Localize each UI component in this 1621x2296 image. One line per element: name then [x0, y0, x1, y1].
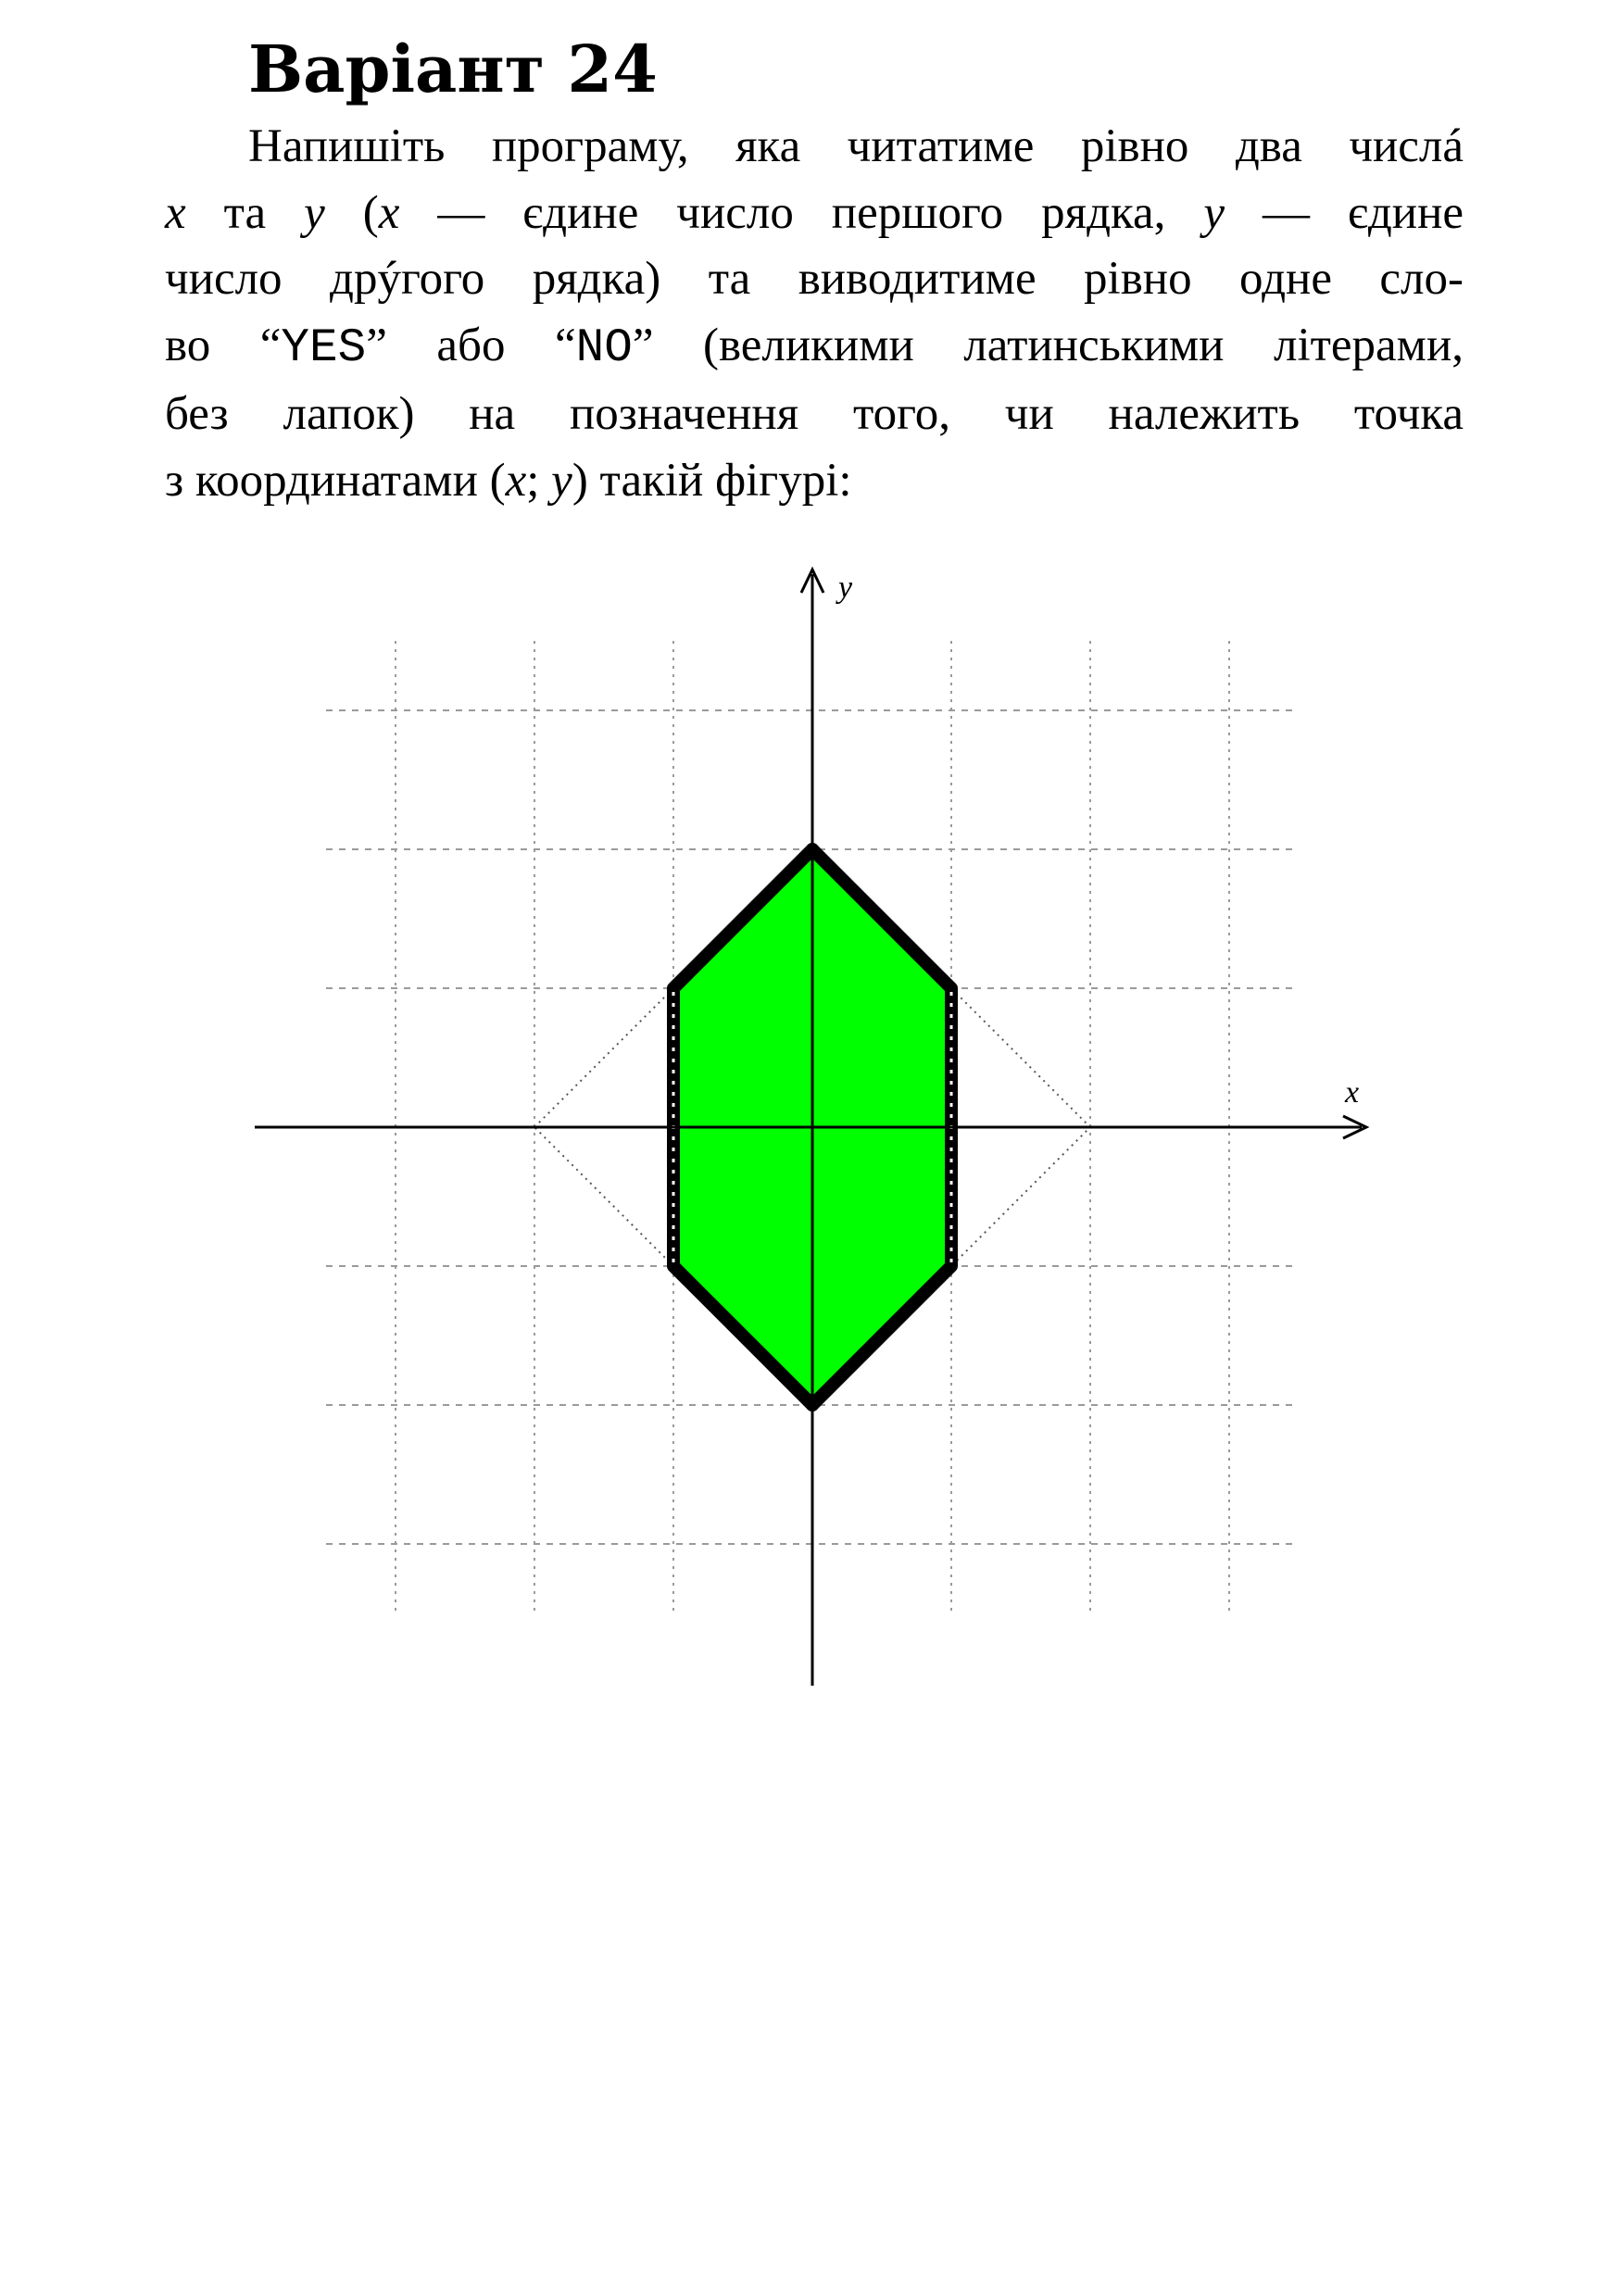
y-axis-label: y: [838, 571, 853, 605]
statement-line-1: Напишіть програму, яка читатиме рівно два числá: [248, 120, 1464, 172]
var-y: y: [551, 454, 572, 507]
text-fragment: та: [185, 186, 305, 239]
var-x: x: [378, 186, 400, 239]
answer-no: NO: [575, 321, 633, 375]
text-fragment: ) такій фігурі:: [572, 454, 852, 507]
var-y: y: [304, 186, 325, 239]
statement-line-3: число дрýгого рядка) та виводитиме рівно одне сло-: [165, 253, 1464, 305]
text-fragment: во “: [165, 319, 282, 371]
text-fragment: ” (великими латинськими літерами,: [632, 319, 1464, 371]
var-x: x: [165, 186, 186, 239]
page-title: Варіант 24: [248, 31, 658, 107]
axes: [255, 570, 1366, 1686]
var-x: x: [505, 454, 527, 507]
text-fragment: ” або “: [366, 319, 576, 371]
x-axis-label: x: [1345, 1075, 1360, 1110]
text-fragment: (: [324, 186, 379, 239]
var-y: y: [1203, 186, 1225, 239]
statement-line-5: без лапок) на позначення того, чи належить точка: [165, 388, 1464, 440]
text-fragment: — єдине число першого рядка,: [399, 186, 1204, 239]
text-fragment: з координатами (: [165, 454, 506, 507]
text-fragment: — єдине: [1225, 186, 1464, 239]
answer-yes: YES: [281, 321, 367, 375]
text-fragment: ;: [526, 454, 552, 507]
